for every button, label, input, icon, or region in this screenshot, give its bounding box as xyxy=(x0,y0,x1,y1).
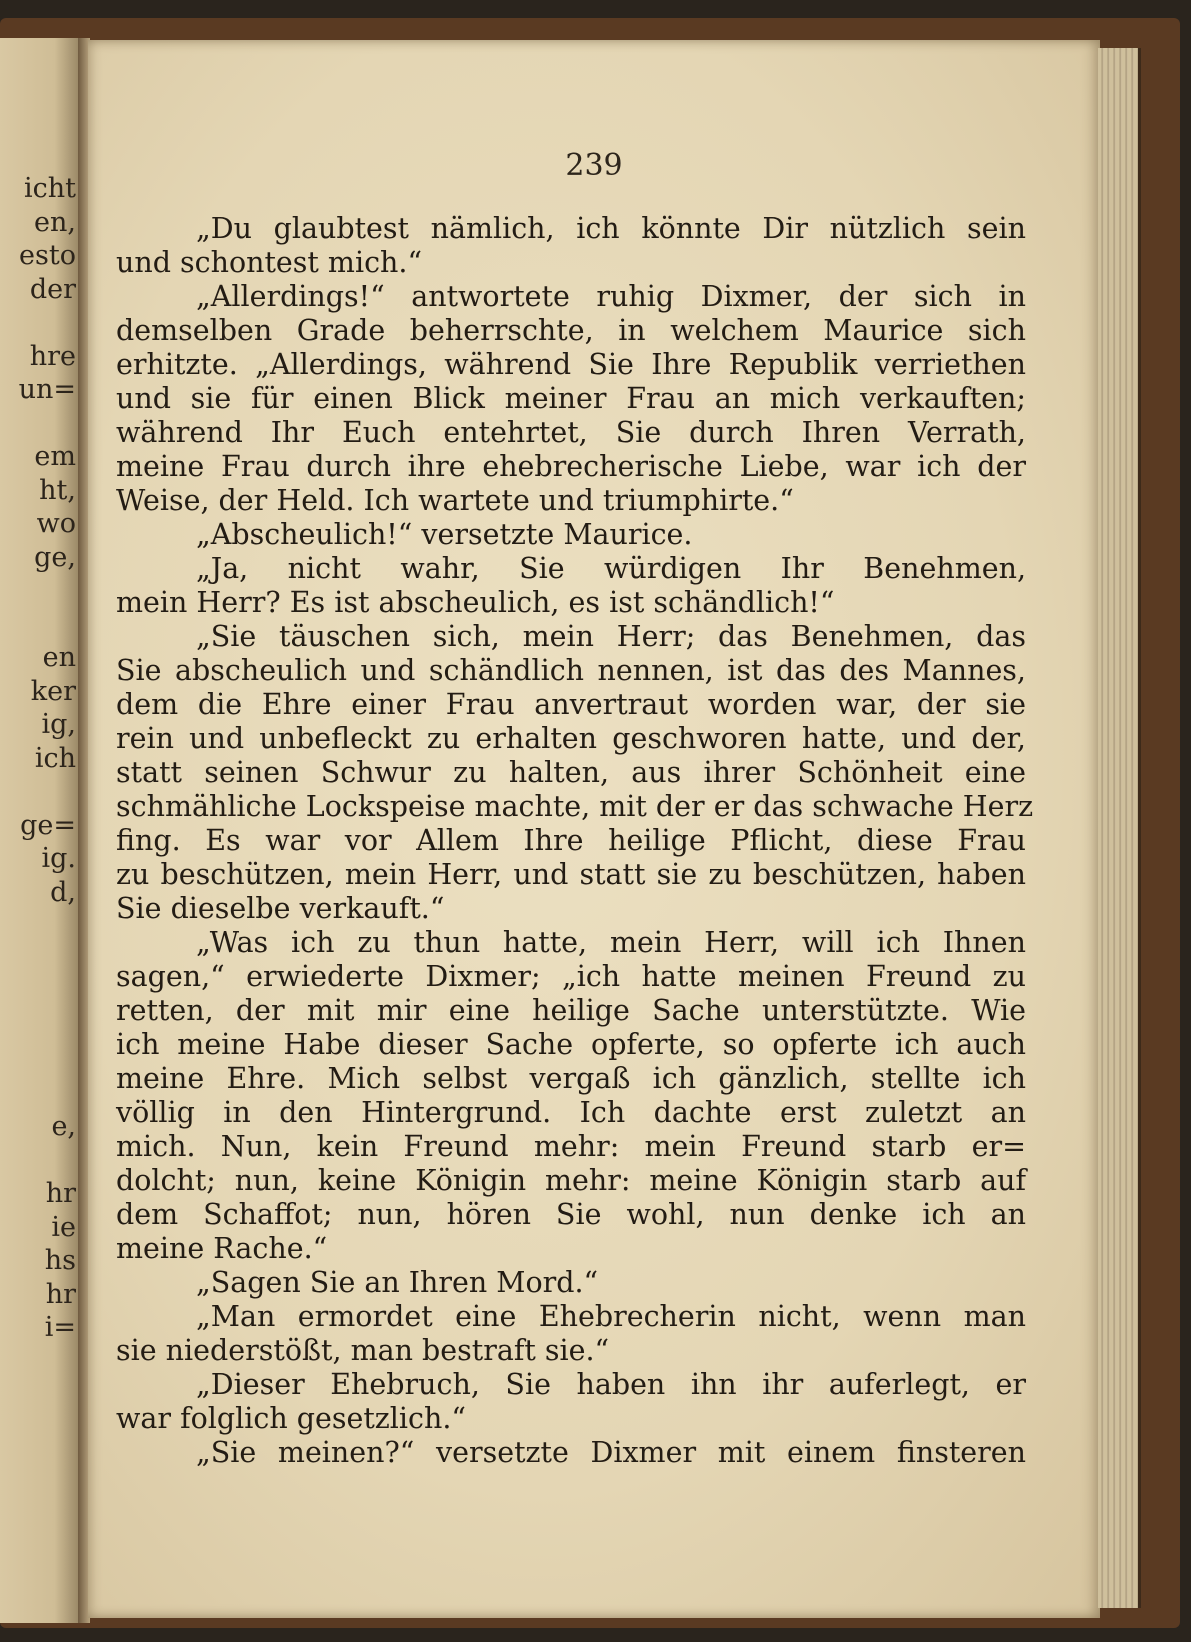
text-line: „Abscheulich!“ versetzte Maurice. xyxy=(196,518,693,551)
page-number: 239 xyxy=(565,148,623,183)
text-line: völlig in den Hintergrund. Ich dachte erst zuletzt an xyxy=(116,1096,1026,1129)
previous-page-fragment: e, xyxy=(51,1111,76,1142)
previous-page-fragment: icht xyxy=(24,173,76,204)
text-line: Sie dieselbe verkauft.“ xyxy=(116,892,445,925)
text-line: dem die Ehre einer Frau anvertraut worden war, der sie xyxy=(116,688,1026,721)
previous-page-fragment: en, xyxy=(34,206,76,238)
text-line: sagen,“ erwiederte Dixmer; „ich hatte meinen Freund zu xyxy=(116,960,1026,993)
previous-page-fragment: ge, xyxy=(34,541,76,573)
page-stack-edges xyxy=(1098,48,1141,1608)
text-line: und sie für einen Blick meiner Frau an mich verkauften; xyxy=(116,382,1026,415)
text-line: meine Frau durch ihre ehebrecherische Liebe, war ich der xyxy=(116,450,1026,483)
previous-page-fragment: hre xyxy=(29,340,76,372)
text-line: mein Herr? Es ist abscheulich, es ist schändlich!“ xyxy=(116,586,835,619)
previous-page-fragment: hr xyxy=(45,1278,76,1310)
previous-page-fragment: ich xyxy=(34,742,76,774)
page-text xyxy=(116,212,1034,1470)
text-line: mich. Nun, kein Freund mehr: mein Freund starb er= xyxy=(116,1130,1026,1163)
previous-page-fragment: ht, xyxy=(39,474,76,506)
previous-page-fragment: hs xyxy=(44,1245,76,1276)
previous-page-fragment: en xyxy=(42,642,76,673)
previous-page-fragment: hr xyxy=(45,1178,76,1209)
text-line: und schontest mich.“ xyxy=(116,246,423,279)
text-line: „Man ermordet eine Ehebrecherin nicht, wenn man xyxy=(196,1300,1026,1333)
previous-page-fragment: d, xyxy=(50,876,76,908)
text-line: erhitzte. „Allerdings, während Sie Ihre Republik verriethen xyxy=(116,348,1026,381)
previous-page-fragment: wo xyxy=(36,508,76,539)
text-line: fing. Es war vor Allem Ihre heilige Pflicht, diese Frau xyxy=(116,824,1026,857)
previous-page-fragment: i= xyxy=(44,1312,76,1343)
text-line: sie niederstößt, man bestraft sie.“ xyxy=(116,1334,610,1367)
text-line: während Ihr Euch entehrtet, Sie durch Ihren Verrath, xyxy=(116,416,1026,449)
text-line: meine Rache.“ xyxy=(116,1232,328,1265)
text-line: retten, der mit mir eine heilige Sache unterstützte. Wie xyxy=(116,994,1026,1027)
book-page xyxy=(88,40,1100,1618)
text-line: statt seinen Schwur zu halten, aus ihrer Schönheit eine xyxy=(116,756,1026,789)
previous-page-edge xyxy=(0,38,78,1623)
text-line: „Was ich zu thun hatte, mein Herr, will ich Ihnen xyxy=(196,926,1026,959)
previous-page-fragment: ig. xyxy=(41,843,76,874)
text-line: schmähliche Lockspeise machte, mit der er das schwache Herz xyxy=(116,790,1034,823)
text-line: zu beschützen, mein Herr, und statt sie zu beschützen, haben xyxy=(116,858,1026,891)
text-line: „Dieser Ehebruch, Sie haben ihn ihr auferlegt, er xyxy=(196,1368,1026,1401)
previous-page-fragment: ge= xyxy=(20,809,76,841)
text-line: dem Schaffot; nun, hören Sie wohl, nun denke ich an xyxy=(116,1198,1026,1231)
previous-page-fragment: em xyxy=(34,441,76,472)
previous-page-fragment: der xyxy=(29,273,76,305)
previous-page-fragment: esto xyxy=(19,240,76,271)
previous-page-fragment: ig, xyxy=(41,709,76,740)
text-line: rein und unbefleckt zu erhalten geschworen hatte, und der, xyxy=(116,722,1026,755)
text-line: Weise, der Held. Ich wartete und triumphirte.“ xyxy=(116,484,794,517)
previous-page-fragment: ker xyxy=(30,675,76,707)
text-line: war folglich gesetzlich.“ xyxy=(116,1402,466,1435)
text-line: „Sie täuschen sich, mein Herr; das Benehmen, das xyxy=(196,620,1026,653)
text-line: demselben Grade beherrschte, in welchem Maurice sich xyxy=(116,314,1026,347)
text-line: „Allerdings!“ antwortete ruhig Dixmer, der sich in xyxy=(196,280,1026,313)
text-line: „Ja, nicht wahr, Sie würdigen Ihr Benehmen, xyxy=(196,552,1026,585)
text-line: Sie abscheulich und schändlich nennen, ist das des Mannes, xyxy=(116,654,1026,687)
text-line: dolcht; nun, keine Königin mehr: meine Königin starb auf xyxy=(116,1164,1026,1197)
previous-page-fragment: ie xyxy=(51,1211,76,1243)
text-line: „Sie meinen?“ versetzte Dixmer mit einem finsteren xyxy=(196,1436,1026,1469)
text-line: meine Ehre. Mich selbst vergaß ich gänzlich, stellte ich xyxy=(116,1062,1026,1095)
text-line: „Du glaubtest nämlich, ich könnte Dir nützlich sein xyxy=(196,212,1026,245)
previous-page-fragment: un= xyxy=(18,374,76,405)
text-line: „Sagen Sie an Ihren Mord.“ xyxy=(196,1266,599,1299)
text-line: ich meine Habe dieser Sache opferte, so opferte ich auch xyxy=(116,1028,1026,1061)
